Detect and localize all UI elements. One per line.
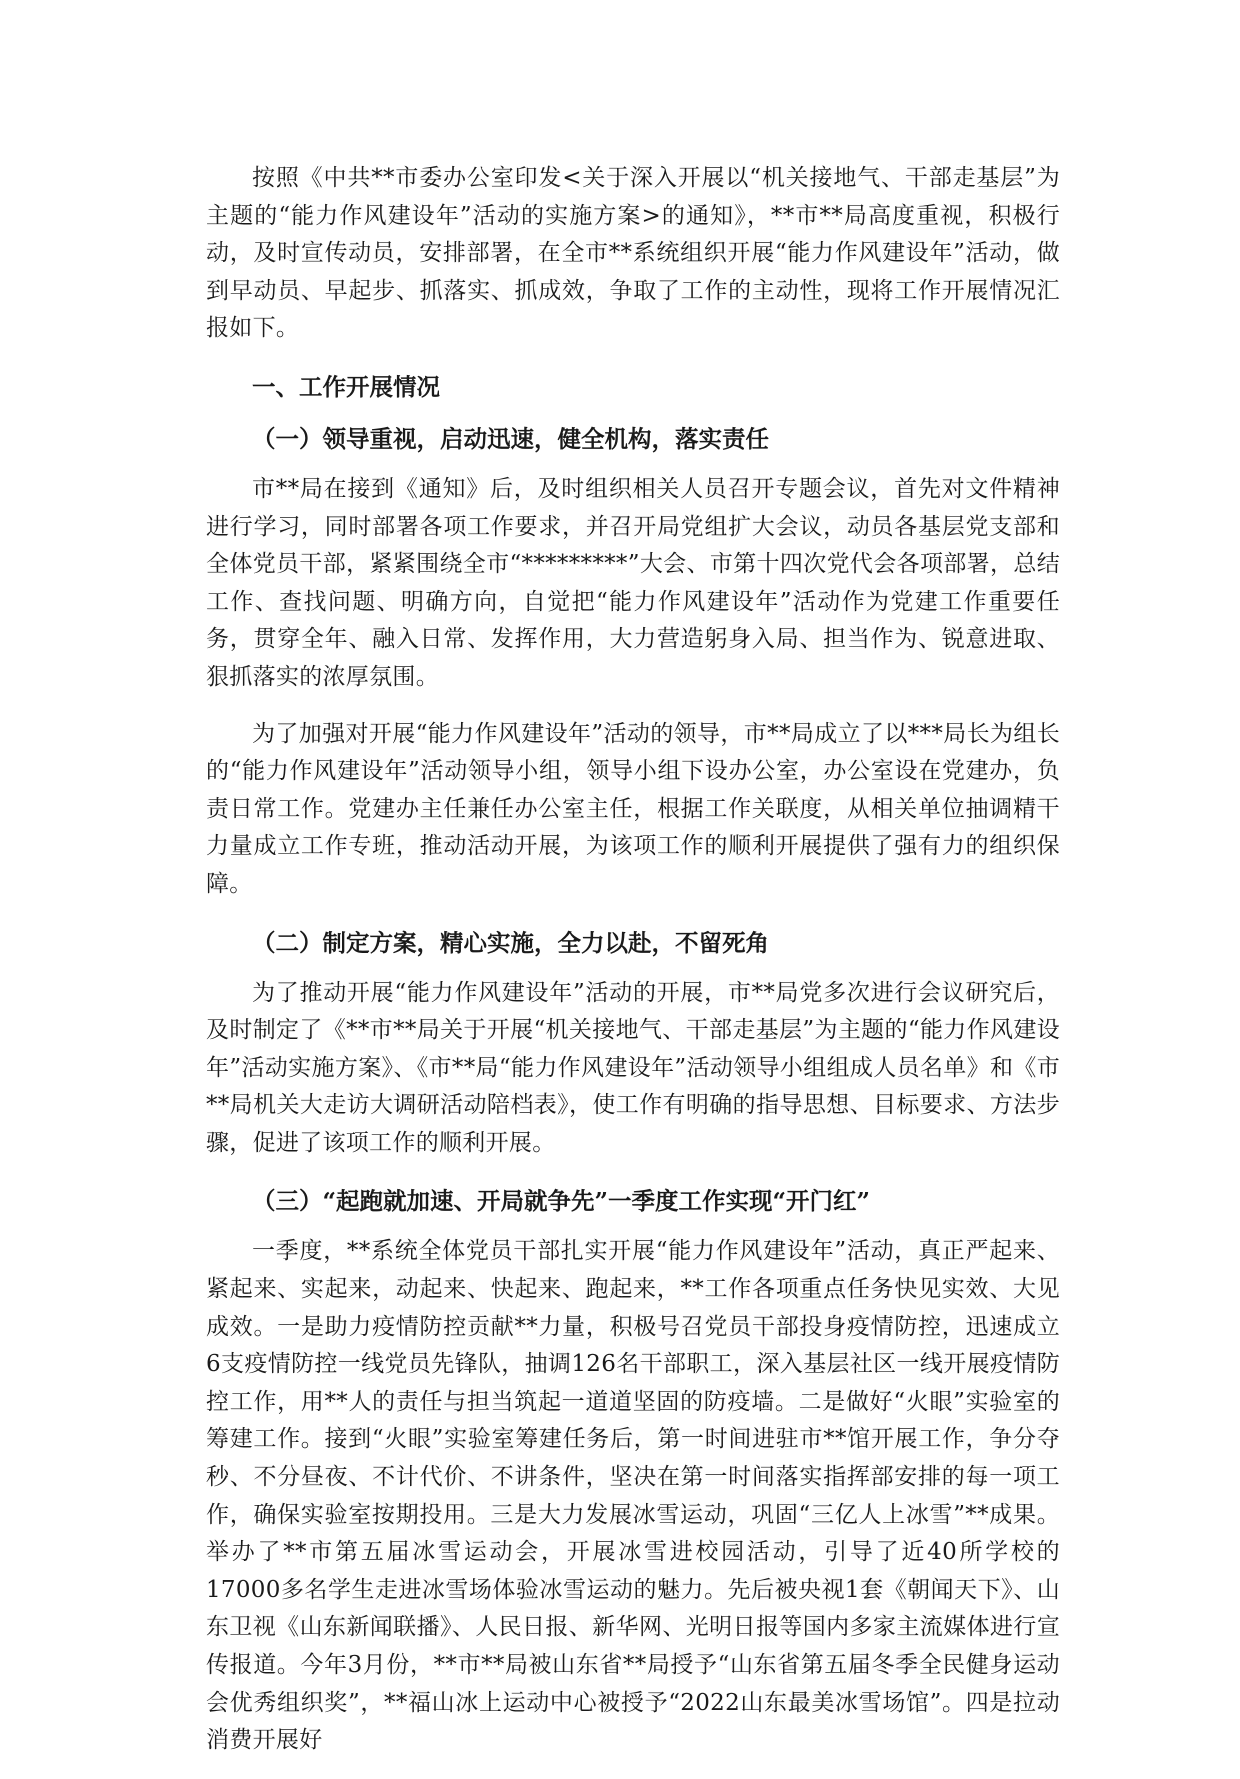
subsection-heading-1: （一）领导重视，启动迅速，健全机构，落实责任 xyxy=(252,424,769,453)
subsection-2-paragraph-1: 为了推动开展“能力作风建设年”活动的开展，市**局党多次进行会议研究后，及时制定了《**市**局关于开展“机关接地气、干部走基层”为主题的“能力作风建设年”活动实施方案》、《市**局“能力作风建设年”活动领导小组组成人员名单》和《市**局机关大走访大调研活动陪档表》，使工作有明确的指导思想、目标要求、方法步骤，促进了该项工作的顺利开展。 xyxy=(206,979,1060,1156)
subsection-3-paragraph-1: 一季度，**系统全体党员干部扎实开展“能力作风建设年”活动，真正严起来、紧起来、实起来，动起来、快起来、跑起来，**工作各项重点任务快见实效、大见成效。一是助力疫情防控贡献**力量，积极号召党员干部投身疫情防控，迅速成立6支疫情防控一线党员先锋队，抽调126名干部职工，深入基层社区一线开展疫情防控工作，用**人的责任与担当筑起一道道坚固的防疫墙。二是做好“火眼”实验室的筹建工作。接到“火眼”实验室筹建任务后，第一时间进驻市**馆开展工作，争分夺秒、不分昼夜、不计代价、不讲条件，坚决在第一时间落实指挥部安排的每一项工作，确保实验室按期投用。三是大力发展冰雪运动，巩固“三亿人上冰雪”**成果。举办了**市第五届冰雪运动会，开展冰雪进校园活动，引导了近40所学校的 17000多名学生走进冰雪场体验冰雪运动的魅力。先后被央视1套《朝闻天下》、山东卫视《山东新闻联播》、人民日报、新华网、光明日报等国内多家主流媒体进行宣传报道。今年3月份，**市**局被山东省**局授予“山东省第五届冬季全民健身运动会优秀组织奖”，**福山冰上运动中心被授予“2022山东最美冰雪场馆”。四是拉动消费开展好 xyxy=(206,1238,1060,1754)
document-page xyxy=(206,160,1060,1779)
intro-paragraph: 按照《中共**市委办公室印发<关于深入开展以“机关接地气、干部走基层”为主题的“能力作风建设年”活动的实施方案>的通知》，**市**局高度重视，积极行动，及时宣传动员，安排部署，在全市**系统组织开展“能力作风建设年”活动，做到早动员、早起步、抓落实、抓成效，争取了工作的主动性，现将工作开展情况汇报如下。 xyxy=(206,165,1060,342)
subsection-heading-3: （三）“起跑就加速、开局就争先”一季度工作实现“开门红” xyxy=(252,1187,871,1216)
section-heading-work-status: 一、工作开展情况 xyxy=(252,372,440,401)
subsection-heading-2: （二）制定方案，精心实施，全力以赴，不留死角 xyxy=(252,928,769,957)
subsection-1-paragraph-1: 市**局在接到《通知》后，及时组织相关人员召开专题会议，首先对文件精神进行学习，同时部署各项工作要求，并召开局党组扩大会议，动员各基层党支部和全体党员干部，紧紧围绕全市“*********”大会、市第十四次党代会各项部署，总结工作、查找问题、明确方向，自觉把“能力作风建设年”活动作为党建工作重要任务，贯穿全年、融入日常、发挥作用，大力营造躬身入局、担当作为、锐意进取、狠抓落实的浓厚氛围。 xyxy=(206,475,1060,690)
subsection-1-paragraph-2: 为了加强对开展“能力作风建设年”活动的领导，市**局成立了以***局长为组长的“能力作风建设年”活动领导小组，领导小组下设办公室，办公室设在党建办，负责日常工作。党建办主任兼任办公室主任，根据工作关联度，从相关单位抽调精干力量成立工作专班，推动活动开展，为该项工作的顺利开展提供了强有力的组织保障。 xyxy=(206,720,1060,897)
